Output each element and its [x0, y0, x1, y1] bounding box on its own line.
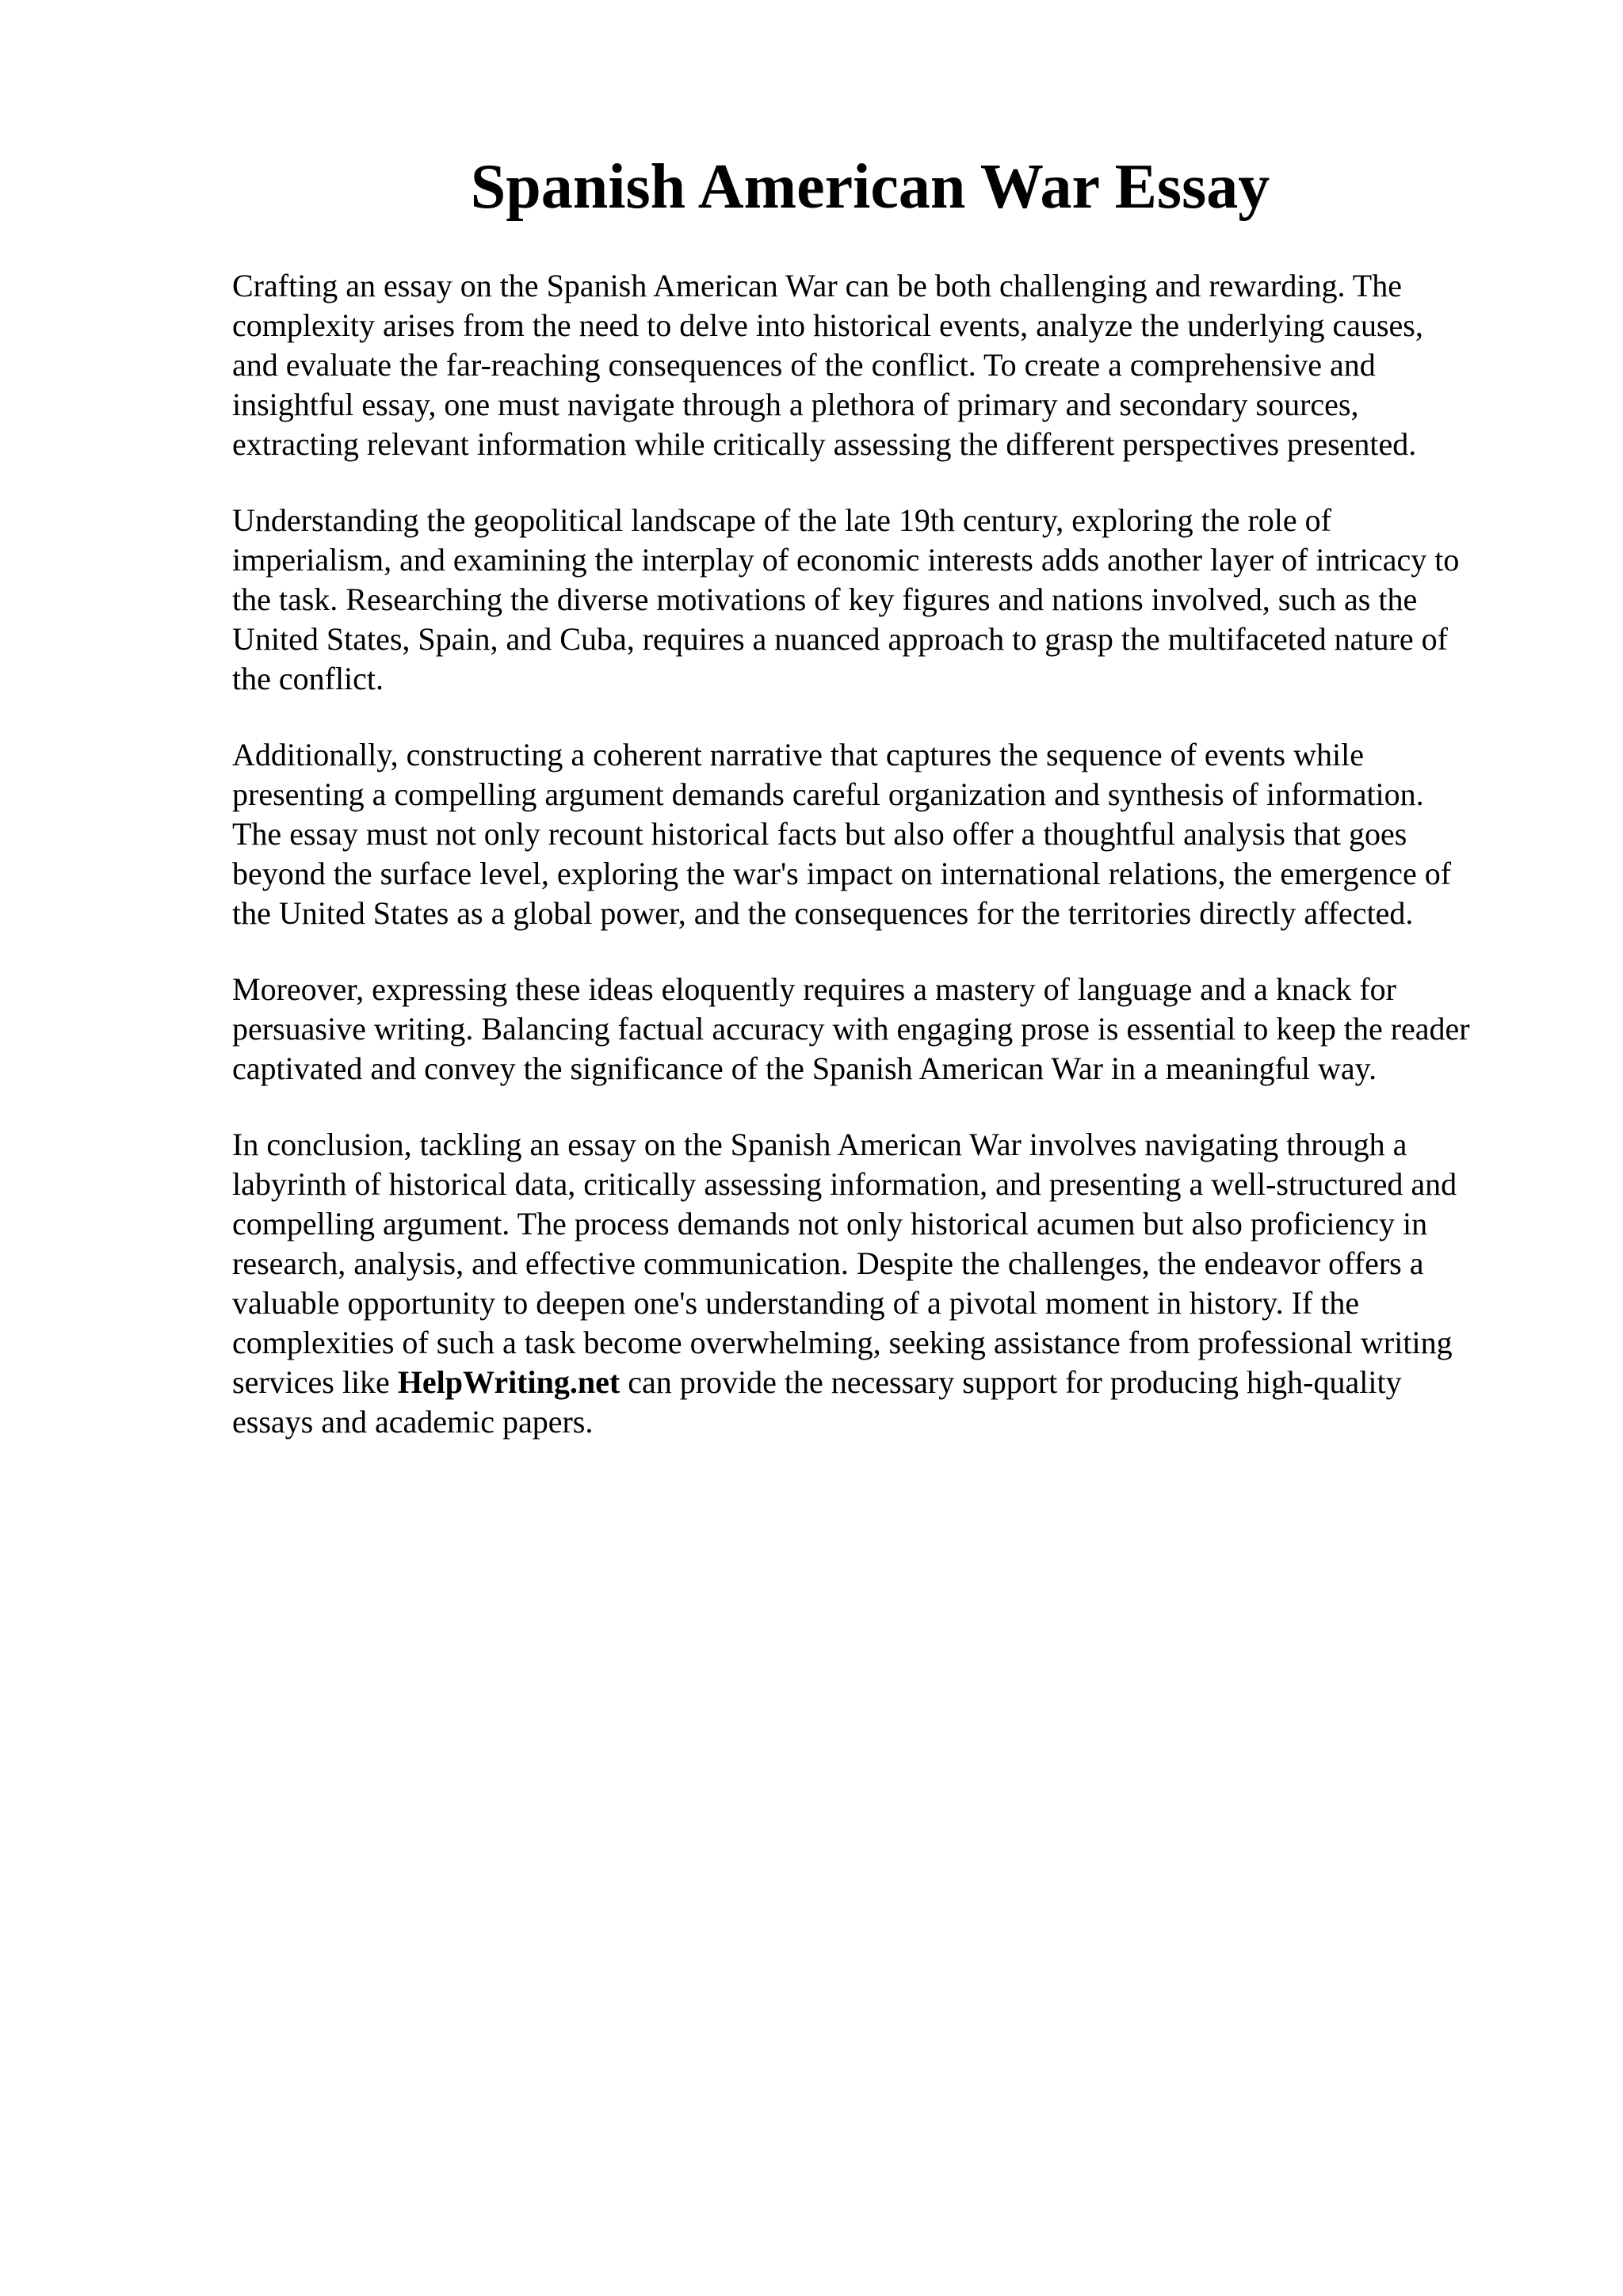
text-line: labyrinth of historical data, critically assessing information, and presenting a well-structured and — [232, 1166, 1457, 1202]
paragraph-2 — [232, 501, 1532, 699]
text-line: Crafting an essay on the Spanish American War can be both challenging and rewarding. The — [232, 268, 1402, 303]
text-line: Understanding the geopolitical landscape of the late 19th century, exploring the role of — [232, 502, 1331, 538]
text-line: and evaluate the far-reaching consequences of the conflict. To create a comprehensive and — [232, 347, 1376, 383]
text-line-with-brand — [232, 1363, 1532, 1402]
text-line: complexities of such a task become overwhelming, seeking assistance from professional writing — [232, 1325, 1453, 1360]
page-title: Spanish American War Essay — [470, 152, 1270, 222]
text-segment: can provide the necessary support for producing high-quality — [620, 1364, 1402, 1400]
text-line: extracting relevant information while critically assessing the different perspectives presented. — [232, 426, 1417, 462]
text-line: persuasive writing. Balancing factual accuracy with engaging prose is essential to keep the reader — [232, 1011, 1470, 1047]
text-line: Moreover, expressing these ideas eloquently requires a mastery of language and a knack for — [232, 971, 1396, 1007]
text-line: essays and academic papers. — [232, 1404, 594, 1440]
text-line: The essay must not only recount historical facts but also offer a thoughtful analysis that goes — [232, 816, 1407, 852]
text-line: the task. Researching the diverse motivations of key figures and nations involved, such as the — [232, 582, 1418, 617]
text-line: beyond the surface level, exploring the war's impact on international relations, the emergence of — [232, 856, 1452, 891]
text-line: insightful essay, one must navigate through a plethora of primary and secondary sources, — [232, 387, 1359, 422]
text-segment: services like — [232, 1364, 398, 1400]
text-line: imperialism, and examining the interplay of economic interests adds another layer of intricacy to — [232, 542, 1460, 578]
text-line: Additionally, constructing a coherent narrative that captures the sequence of events while — [232, 737, 1364, 772]
paragraph-3 — [232, 735, 1532, 933]
brand-link-text: HelpWriting.net — [397, 1364, 621, 1400]
text-line: valuable opportunity to deepen one's understanding of a pivotal moment in history. If the — [232, 1285, 1360, 1321]
text-line: research, analysis, and effective communication. Despite the challenges, the endeavor offers a — [232, 1245, 1424, 1281]
text-line: captivated and convey the significance of the Spanish American War in a meaningful way. — [232, 1051, 1377, 1086]
text-line: the conflict. — [232, 661, 384, 696]
paragraph-1 — [232, 266, 1532, 464]
text-line: the United States as a global power, and the consequences for the territories directly affected. — [232, 895, 1414, 931]
paragraph-5 — [232, 1125, 1532, 1442]
text-line: In conclusion, tackling an essay on the Spanish American War involves navigating through a — [232, 1127, 1407, 1162]
paragraph-4 — [232, 970, 1532, 1089]
text-line: presenting a compelling argument demands careful organization and synthesis of information. — [232, 776, 1424, 812]
essay-body — [232, 266, 1532, 1478]
text-line: compelling argument. The process demands not only historical acumen but also proficiency in — [232, 1206, 1428, 1241]
text-line: complexity arises from the need to delve into historical events, analyze the underlying causes, — [232, 307, 1423, 343]
text-line: United States, Spain, and Cuba, requires a nuanced approach to grasp the multifaceted nature of — [232, 621, 1448, 657]
